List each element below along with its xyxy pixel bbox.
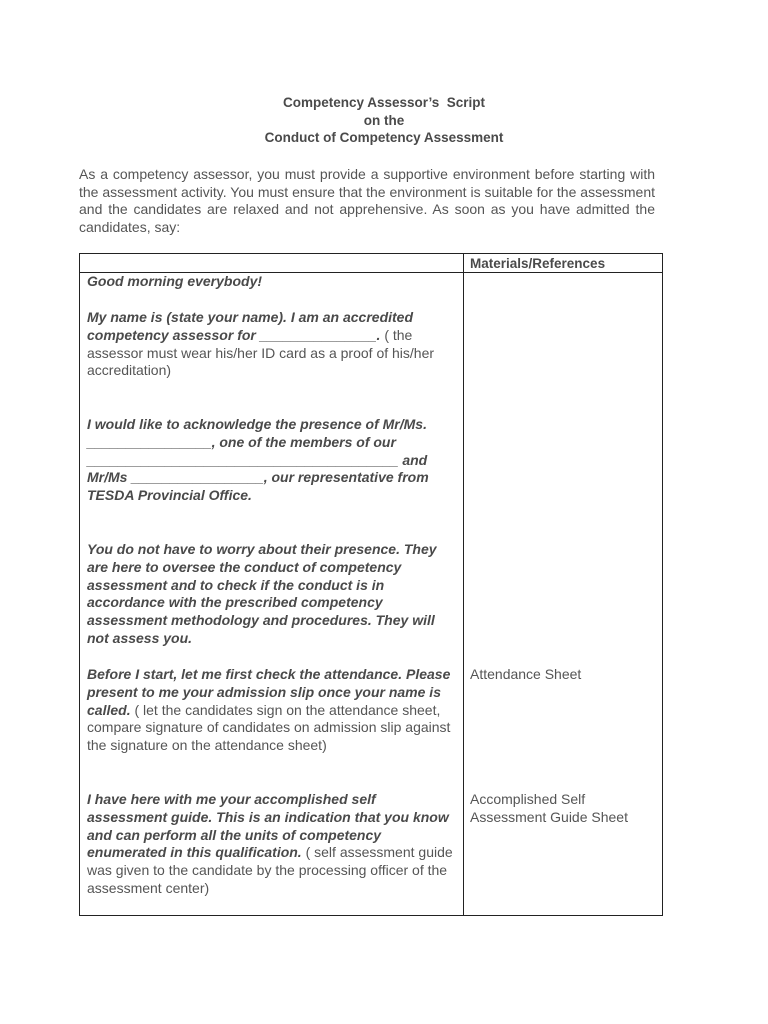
intro-paragraph: As a competency assessor, you must provide a supportive environment before starting with the assessment activity. You must ensure that the environment is suitable for the assessment and the candidates are relaxed and not apprehensive. As soon as you have admitted the candidates, say:	[79, 166, 655, 235]
acknowledge-text: I would like to acknowledge the presence of Mr/Ms. ________________, one of the members of our ________________________________________ and Mr/Ms _________________, our representative from TESDA Provincial Office.	[87, 416, 429, 504]
title-line-1: Competency Assessor’s Script	[282, 95, 486, 110]
attendance-text	[87, 666, 453, 755]
assessor-intro-note: ( the assessor must wear his/her ID card as a proof of his/her accreditation)	[87, 326, 435, 379]
attendance-bold: Before I start, let me first check the attendance. Please present to me your admission slip once your name is called.	[87, 666, 451, 718]
materials-header: Materials/References	[470, 256, 606, 271]
attendance-note: ( let the candidates sign on the attendance sheet, compare signature of candidates on admission slip against the signature on the attendance sheet)	[87, 701, 451, 754]
self-guide-reference: Accomplished Self Assessment Guide Sheet	[470, 791, 628, 825]
self-guide-bold: I have here with me your accomplished self assessment guide. This is an indication that you know and can perform all the units of competency enumerated in this qualification.	[87, 791, 449, 861]
title-line-2: on the	[363, 112, 405, 128]
assessor-intro	[87, 309, 453, 380]
greeting-text: Good morning everybody!	[87, 273, 263, 289]
assessor-intro-bold: My name is (state your name). I am an accredited competency assessor for _______________.	[87, 309, 414, 343]
document-title	[0, 94, 768, 147]
title-line-3: Conduct of Competency Assessment	[264, 130, 504, 145]
self-guide-note: ( self assessment guide was given to the candidate by the processing officer of the assessment center)	[87, 844, 453, 896]
column-divider	[463, 254, 464, 915]
self-guide-text	[87, 791, 453, 898]
attendance-reference: Attendance Sheet	[470, 666, 582, 682]
script-table	[79, 253, 663, 916]
presence-text: You do not have to worry about their presence. They are here to oversee the conduct of competency assessment and to check if the conduct is in accordance with the prescribed competency assessment methodology and procedures. They will not assess you.	[87, 541, 437, 646]
